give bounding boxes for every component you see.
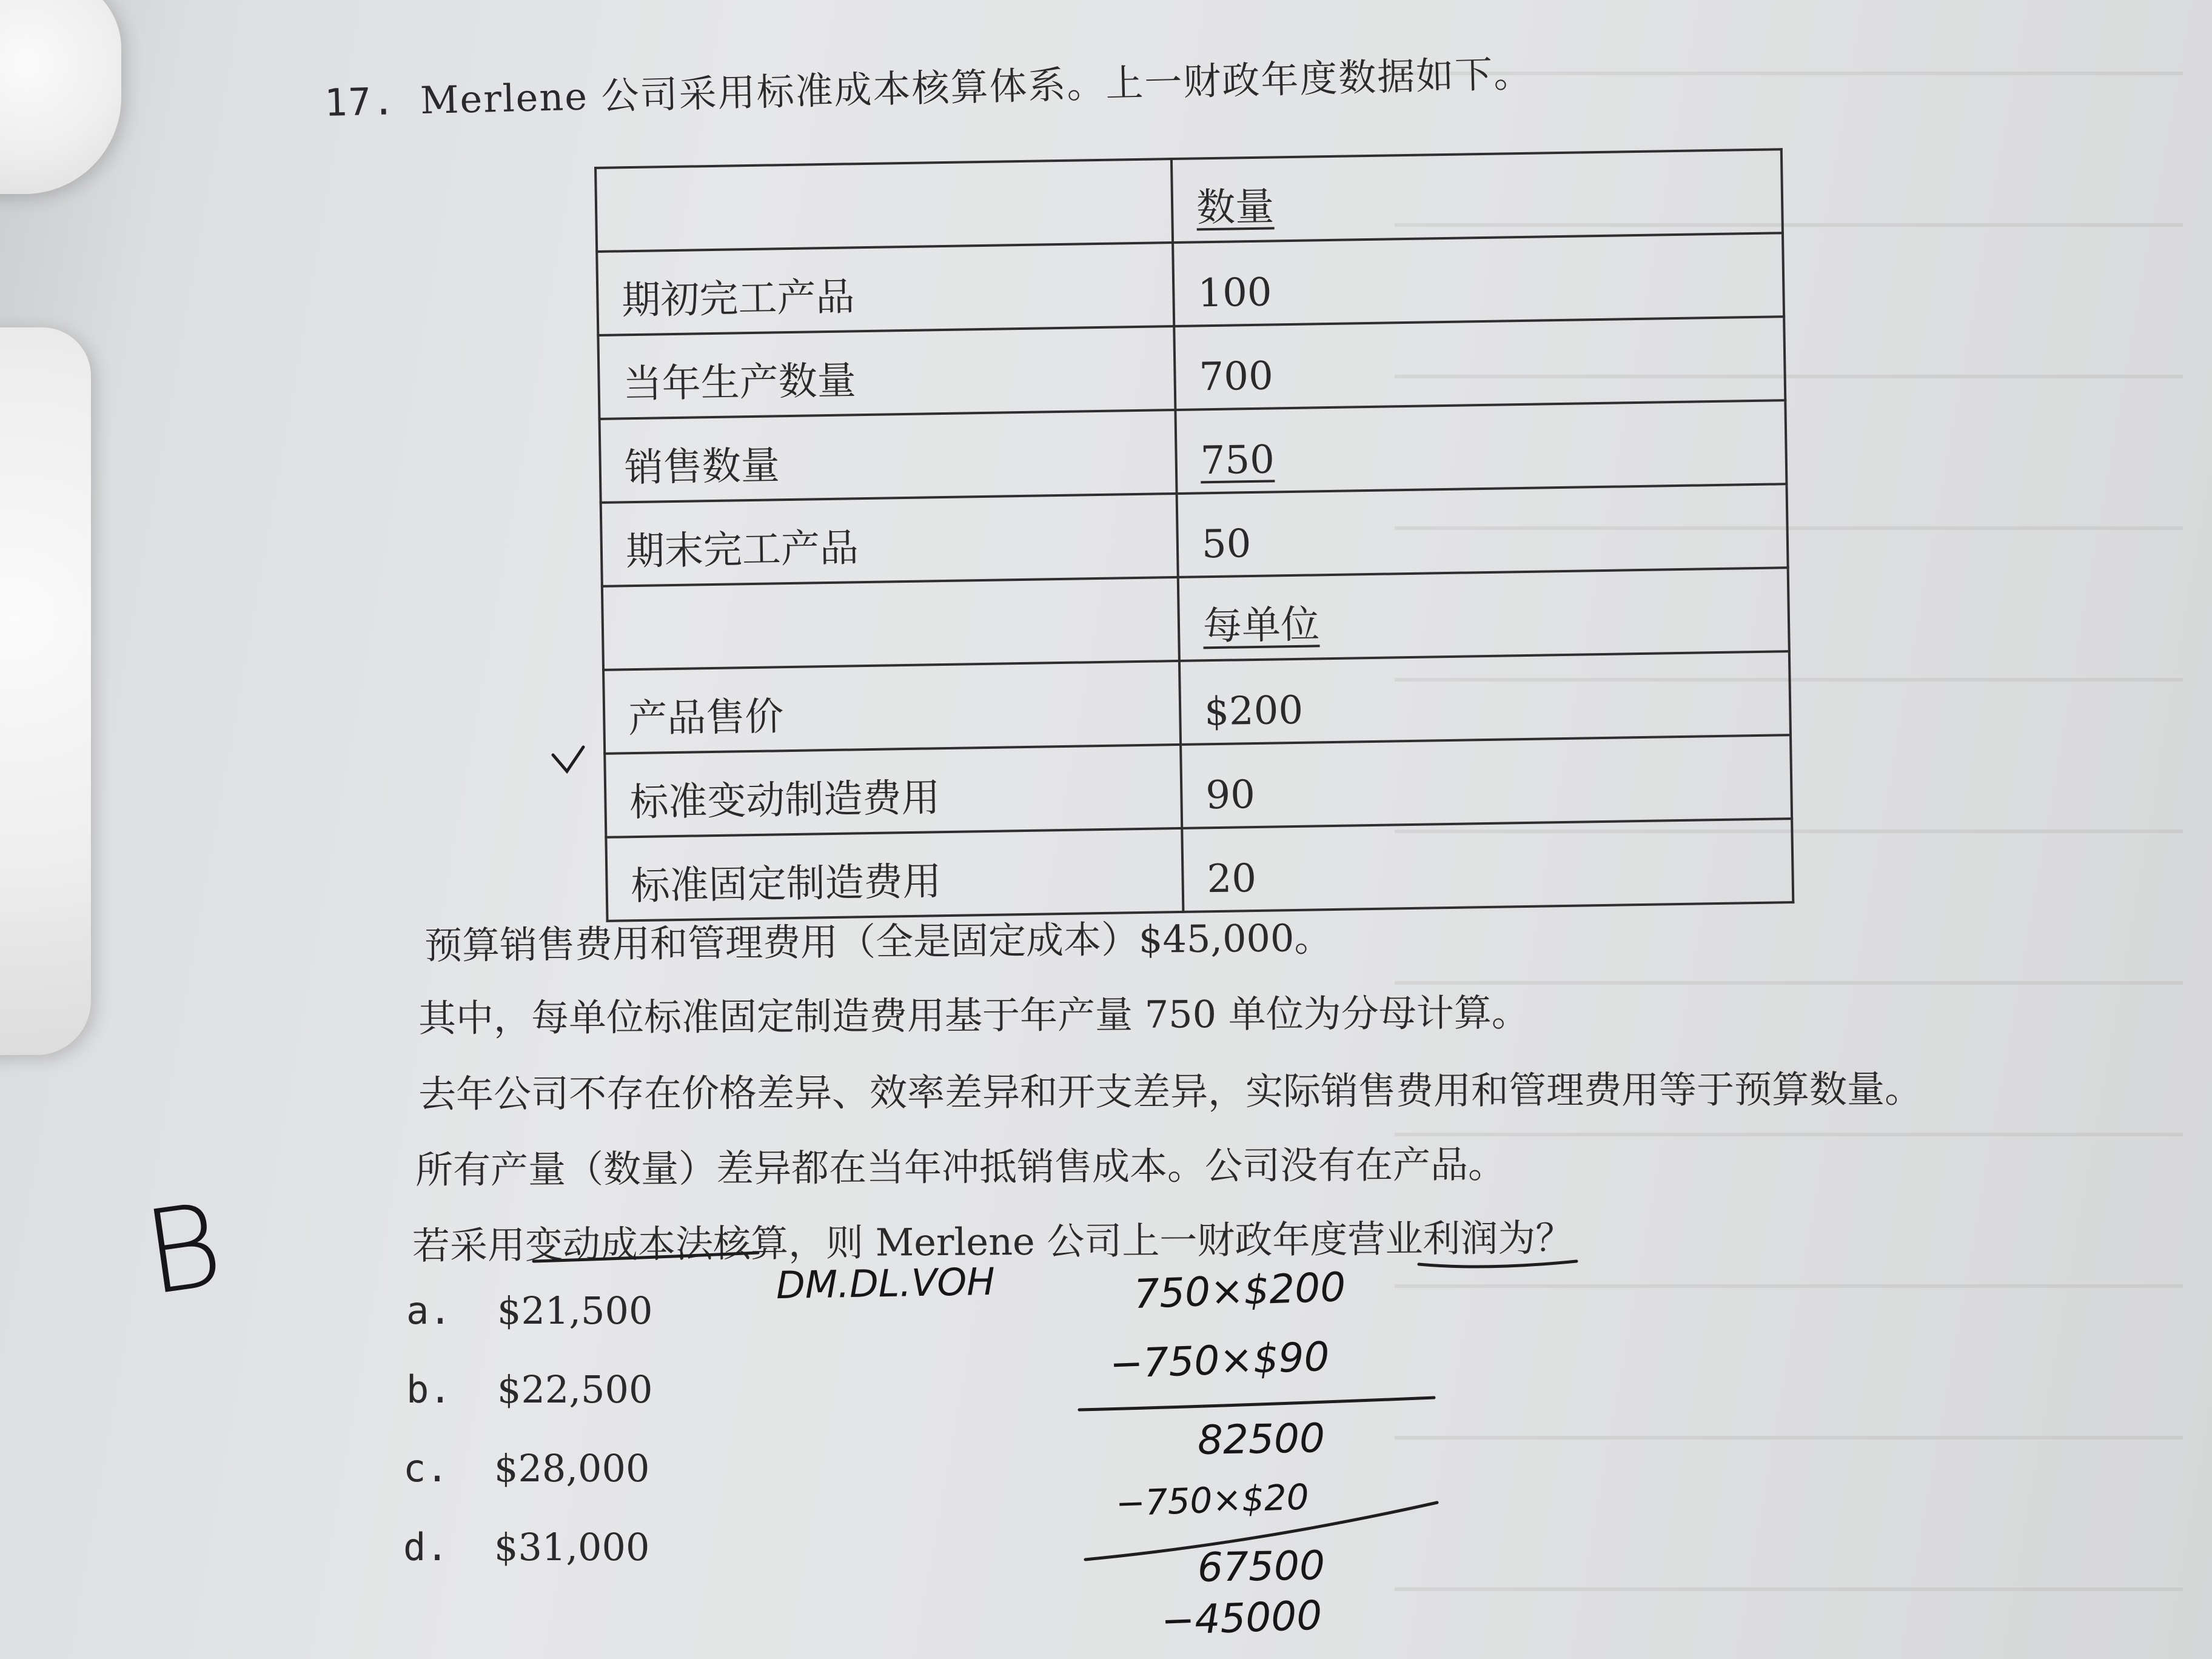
tissue-paper: [0, 327, 91, 1055]
tissue-paper: [0, 0, 121, 194]
table-cell-value: 100: [1173, 233, 1784, 326]
option-value: $31,000: [494, 1525, 650, 1569]
table-cell-value: 700: [1174, 317, 1785, 410]
question-prompt: 若采用变动成本法核算，则 Merlene 公司上一财政年度营业利润为？: [412, 1215, 1574, 1268]
paragraph: 去年公司不存在价格差异、效率差异和开支差异，实际销售费用和管理费用等于预算数量。: [418, 1067, 1923, 1116]
question-header: [324, 43, 1533, 127]
table-cell-value: [1175, 400, 1786, 494]
table-cell-label: 产品售价: [603, 661, 1181, 754]
table-cell-value: 20: [1182, 819, 1793, 912]
table-cell-label: 期末完工产品: [601, 494, 1178, 586]
table-cell-value: [1178, 568, 1789, 661]
table-cell-label: 当年生产数量: [598, 326, 1175, 419]
paragraph: 预算销售费用和管理费用（全是固定成本）$45,000。: [424, 915, 1332, 968]
column-header: 数量: [1196, 184, 1275, 231]
handwritten-note: DM.DL.VOH: [776, 1259, 996, 1308]
option-b: [406, 1367, 652, 1412]
calc-rule-line: [1079, 1398, 1434, 1410]
option-letter: b.: [406, 1367, 452, 1412]
option-value: $28,000: [494, 1446, 650, 1490]
underlined-value: 750: [1200, 437, 1275, 484]
handwritten-calc-line: 82500: [1197, 1415, 1326, 1464]
table-cell-label: [602, 577, 1179, 670]
paragraph: 所有产量（数量）差异都在当年冲抵销售成本。公司没有在产品。: [415, 1142, 1506, 1192]
data-table: [594, 148, 1794, 922]
handwritten-calc-line: −750×$90: [1108, 1333, 1330, 1388]
table-cell-label: 标准变动制造费用: [605, 745, 1182, 837]
option-letter: a.: [406, 1289, 452, 1333]
handwritten-calc-line: 67500: [1197, 1542, 1326, 1591]
table-cell-label: 销售数量: [600, 410, 1177, 503]
option-d: [403, 1525, 649, 1569]
option-a: [406, 1289, 652, 1333]
table-cell-value: 50: [1177, 484, 1788, 577]
option-letter: c.: [403, 1446, 449, 1490]
option-c: [403, 1446, 649, 1490]
paragraph: 其中，每单位标准固定制造费用基于年产量 750 单位为分母计算。: [418, 990, 1529, 1041]
check-mark-icon: [553, 747, 583, 771]
question-number: 17.: [324, 79, 397, 125]
table-row: [606, 819, 1793, 921]
table-cell-label: 标准固定制造费用: [606, 828, 1183, 921]
option-letter: d.: [403, 1525, 449, 1569]
table-cell-value: [1171, 149, 1783, 243]
handwritten-calc-line: 750×$200: [1133, 1263, 1347, 1318]
table-cell-label: 期初完工产品: [597, 243, 1174, 335]
option-value: $22,500: [497, 1367, 653, 1412]
table-cell-value: 90: [1181, 735, 1792, 828]
question-text: Merlene 公司采用标准成本核算体系。上一财政年度数据如下。: [420, 51, 1533, 123]
table-cell-label: [595, 159, 1173, 252]
handwritten-calc-line: −750×$20: [1114, 1476, 1310, 1524]
option-value: $21,500: [497, 1289, 653, 1333]
table-cell-value: $200: [1179, 651, 1791, 745]
handwritten-calc-line: −45000: [1160, 1592, 1323, 1644]
handwritten-answer: B: [136, 1178, 230, 1321]
column-header: 每单位: [1202, 602, 1320, 649]
